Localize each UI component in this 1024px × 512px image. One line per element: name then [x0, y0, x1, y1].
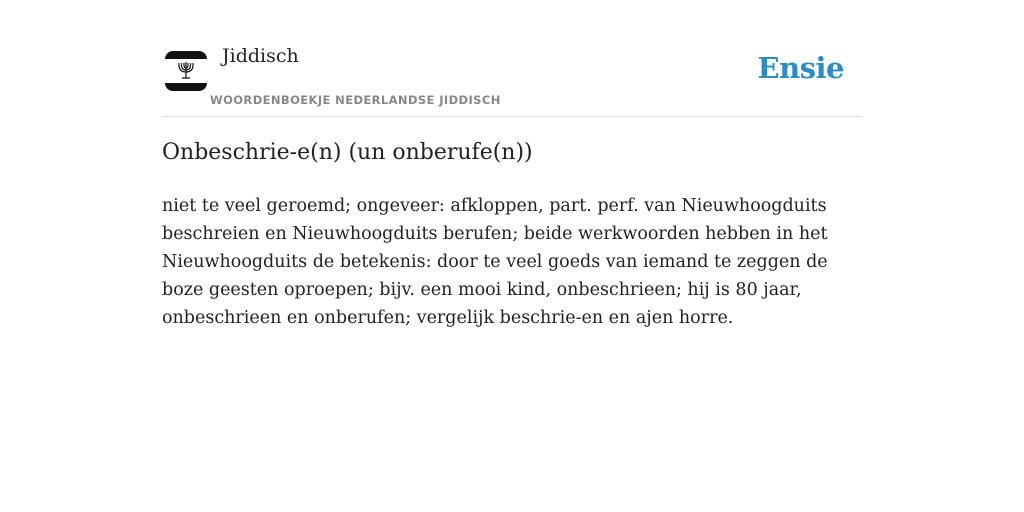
entry-title: Onbeschrie-e(n) (un onberufe(n)) — [162, 140, 533, 165]
entry-definition: niet te veel geroemd; ongeveer: afkloppen, part. perf. van Nieuwhoogduits beschreien en Nieuwhoogduits berufen; beide werkwoorden hebben in het Nieuwhoogduits de betekenis: door te veel goeds van iemand te zeggen de boze geesten oproepen; bijv. een mooi kind, onbeschrieen; hij is 80 jaar, onbeschrieen en onberufen; vergelijk beschrie-en en ajen horre. — [162, 196, 828, 328]
menorah-glyph — [176, 60, 196, 82]
menorah-icon[interactable] — [165, 51, 207, 91]
logo-band-bottom — [165, 83, 207, 91]
dictionary-name[interactable]: Jiddisch — [222, 45, 299, 67]
dictionary-header — [162, 0, 862, 117]
logo-band-top — [165, 51, 207, 59]
ensie-logo[interactable]: Ensie — [757, 51, 844, 85]
dictionary-subtitle: WOORDENBOEKJE NEDERLANDSE JIDDISCH — [210, 93, 501, 107]
